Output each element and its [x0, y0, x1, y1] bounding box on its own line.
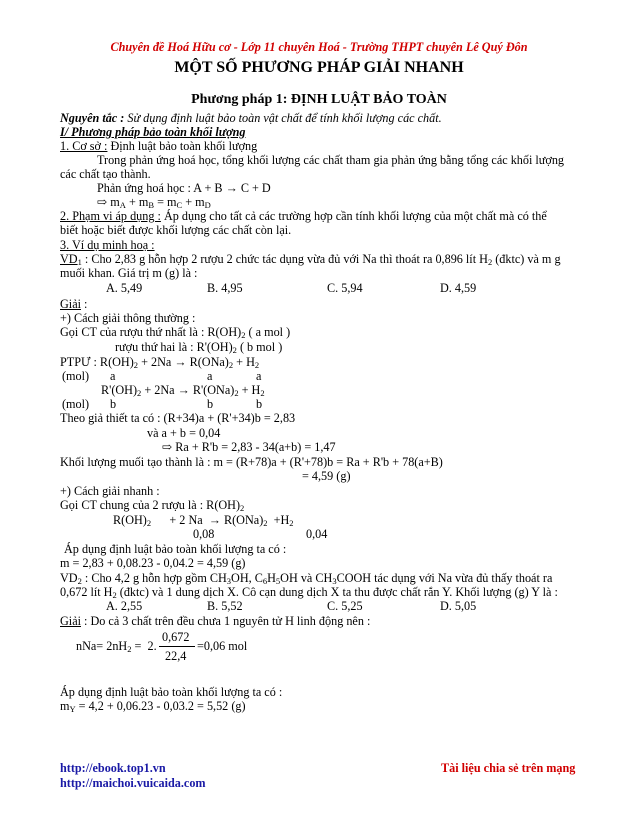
apply-law-1: Áp dụng định luật bảo toàn khối lượng ta có : — [64, 542, 287, 556]
reaction-equation: Phản ứng hoá học : A + B → C + D — [97, 181, 271, 195]
vd2-choice-b: B. 5,52 — [207, 599, 243, 613]
mol-b-3: b — [256, 397, 263, 411]
formula-2: rượu thứ hai là : $R'(OH)_2$ ( b mol ) — [115, 340, 283, 355]
fast-mol-h2: 0,04 — [306, 527, 328, 541]
fraction-bar — [159, 646, 195, 647]
footer-link-1[interactable]: http://ebook.top1.vn — [60, 761, 166, 775]
salt-mass-1: Khối lượng muối tạo thành là : m = (R+78)a + (R'+78)b = Ra + R'b + 78(a+B) — [60, 455, 443, 469]
mol-a-3: a — [256, 369, 262, 383]
normal-method-label: +) Cách giải thông thường : — [60, 311, 196, 325]
mass-equation: ⇨ $m_A + m_B = m_C + m_D$ — [97, 195, 211, 210]
footer-link-2[interactable]: http://maichoi.vuicaida.com — [60, 776, 206, 790]
salt-mass-2: = 4,59 (g) — [302, 469, 351, 483]
vd2-line-2: 0,672 lít $H_2$ (đktc) và 1 dung dịch X. Cô cạn dung dịch X ta thu được chất rắn Y. Khối lượng (g) Y là : — [60, 585, 558, 600]
mol-label-1: (mol) — [62, 369, 90, 383]
fast-reaction: $R(OH)_2$ + 2 $Na \to R(ONa)_2 +H_2$ — [113, 513, 294, 528]
scope: 2. Phạm vi áp dụng : Áp dụng cho tất cả các trường hợp cần tính khối lượng của một chất mà có thể — [60, 209, 547, 223]
fast-method-label: +) Cách giải nhanh : — [60, 484, 160, 498]
basis-line-1: Trong phản ứng hoá học, tổng khối lượng các chất tham gia phản ứng bằng tổng các khối lượng — [97, 153, 565, 167]
scope-line-2: biết hoặc biết được khối lượng các chất còn lại. — [60, 223, 292, 237]
fast-mol-na: 0,08 — [193, 527, 215, 541]
assume-1: Theo giả thiết ta có : (R+34)a + (R'+34)b = 2,83 — [60, 411, 296, 425]
apply-law-2: Áp dụng định luật bảo toàn khối lượng ta có : — [60, 685, 283, 699]
vd2-choice-a: A. 2,55 — [106, 599, 143, 613]
fraction-denominator: 22,4 — [165, 649, 187, 663]
formula-1: Gọi CT của rượu thứ nhất là : $R(OH)_2$ ( a mol ) — [60, 325, 291, 340]
vd1-choice-d: D. 4,59 — [440, 281, 477, 295]
mol-a-1: a — [110, 369, 116, 383]
principle: Nguyên tắc : Sử dụng định luật bảo toàn vật chất để tính khối lượng các chất. — [60, 111, 442, 125]
section-heading: I/ Phương pháp bảo toàn khối lượng — [60, 125, 246, 139]
mol-a-2: a — [207, 369, 213, 383]
vd2-choice-c: C. 5,25 — [327, 599, 363, 613]
mol-label-2: (mol) — [62, 397, 90, 411]
reaction-2: $R'(OH)_2 + 2Na \to R'(ONa)_2 + H_2$ — [101, 383, 265, 398]
mol-calc-result: =0,06 mol — [197, 639, 248, 653]
vd1-choice-b: B. 4,95 — [207, 281, 243, 295]
solution-2: Giải : Do cả 3 chất trên đều chưa 1 nguyên tử H linh động nên : — [60, 614, 371, 628]
vd1-choice-c: C. 5,94 — [327, 281, 363, 295]
vd1-line-1: $VD_1$ : Cho 2,83 g hỗn hợp 2 rượu 2 chức tác dụng vừa đủ với Na thì thoát ra 0,896 lít $H_2$ (đktc) và m g — [60, 252, 561, 267]
vd2-choice-d: D. 5,05 — [440, 599, 477, 613]
document-title: MỘT SỐ PHƯƠNG PHÁP GIẢI NHANH — [174, 59, 464, 76]
basis: 1. Cơ sở : Định luật bảo toàn khối lượng — [60, 139, 258, 153]
fast-formula: Gọi CT chung của 2 rượu là : $R(OH)_2$ — [60, 498, 245, 513]
basis-line-2: các chất tạo thành. — [60, 167, 151, 181]
mol-b-1: b — [110, 397, 117, 411]
vd2-line-1: $VD_2$ : Cho 4,2 g hỗn hợp gồm $CH_3OH$, $C_6H_5OH$ và $CH_3COOH$ tác dụng với Na vừa đủ thấy thoát ra — [60, 571, 553, 586]
solution-label: Giải : — [60, 297, 88, 311]
mol-calc: $nNa= 2nH_2 = 2$. — [76, 639, 157, 654]
reaction-1: PTPƯ : $R(OH)_2 + 2Na \to R(ONa)_2 + H_2$ — [60, 355, 260, 370]
page-header: Chuyên đề Hoá Hữu cơ - Lớp 11 chuyên Hoá - Trường THPT chuyên Lê Quý Đôn — [110, 40, 528, 54]
assume-3: ⇨ Ra + R'b = 2,83 - 34(a+b) = 1,47 — [162, 440, 336, 454]
mol-b-2: b — [207, 397, 214, 411]
vd1-choice-a: A. 5,49 — [106, 281, 143, 295]
result-1: m = 2,83 + 0,08.23 - 0,04.2 = 4,59 (g) — [60, 556, 246, 570]
footer-note: Tài liệu chia sẻ trên mạng — [441, 761, 576, 775]
assume-2: và a + b = 0,04 — [147, 426, 221, 440]
vd1-line-2: muối khan. Giá trị m (g) là : — [60, 266, 198, 280]
examples-label: 3. Ví dụ minh hoạ : — [60, 238, 155, 252]
fraction-numerator: 0,672 — [162, 630, 190, 644]
result-2: $m_Y = 4,2 + 0,06.23 - 0,03.2 = 5,52$ (g) — [60, 699, 246, 714]
method-title: Phương pháp 1: ĐỊNH LUẬT BẢO TOÀN — [191, 92, 447, 107]
